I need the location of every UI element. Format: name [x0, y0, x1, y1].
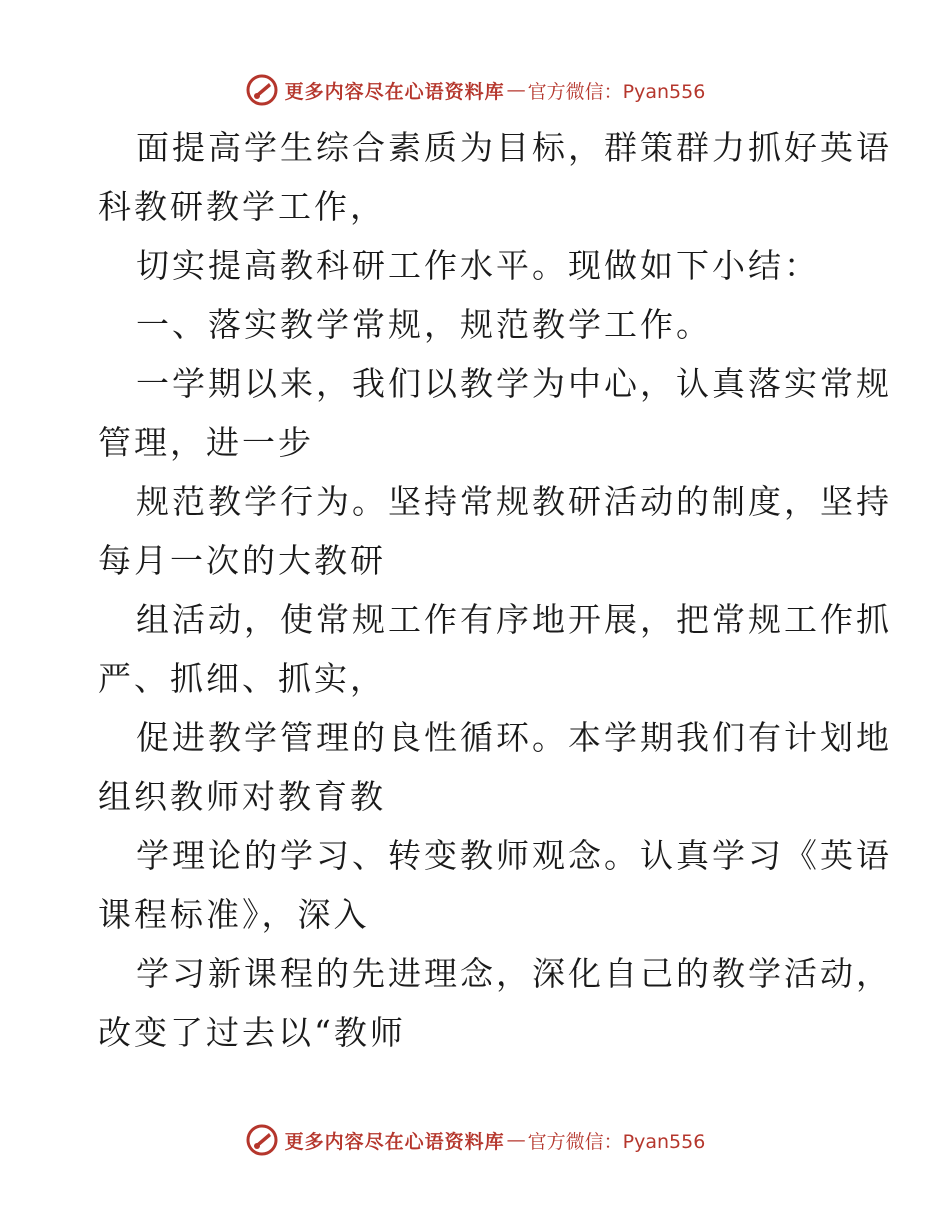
body-line: 课程标准》，深入: [98, 895, 370, 934]
section-heading: 一、落实教学常规，规范教学工作。: [136, 305, 712, 344]
body-line: 科教研教学工作，: [98, 187, 386, 226]
footer-banner: [0, 1120, 950, 1160]
header-banner: [0, 70, 950, 110]
body-line: 严、抓细、抓实，: [98, 659, 386, 698]
banner-wechat: 官方微信：Pyan556: [527, 1130, 706, 1153]
body-line: 学理论的学习、转变教师观念。认真学习《英语: [136, 836, 892, 875]
body-line: 促进教学管理的良性循环。本学期我们有计划地: [136, 718, 892, 757]
body-line: 组活动，使常规工作有序地开展，把常规工作抓: [136, 600, 892, 639]
banner-separator: —: [506, 1129, 526, 1151]
body-line: 改变了过去以“教师: [98, 1013, 406, 1052]
brand-logo-icon: [245, 1123, 279, 1157]
body-line: 切实提高教科研工作水平。现做如下小结：: [136, 246, 820, 285]
brand-logo-icon: [245, 73, 279, 107]
banner-wechat: 官方微信：Pyan556: [527, 80, 706, 103]
body-line: 管理，进一步: [98, 423, 314, 462]
banner-text: 更多内容尽在心语资料库: [284, 1130, 505, 1153]
document-body: [98, 118, 892, 1062]
body-line: 每月一次的大教研: [98, 541, 386, 580]
body-line: 组织教师对教育教: [98, 777, 386, 816]
banner-separator: —: [506, 79, 526, 101]
body-line: 规范教学行为。坚持常规教研活动的制度，坚持: [136, 482, 892, 521]
body-line: 一学期以来，我们以教学为中心，认真落实常规: [136, 364, 892, 403]
body-line: 学习新课程的先进理念，深化自己的教学活动，: [136, 954, 892, 993]
banner-text: 更多内容尽在心语资料库: [284, 80, 505, 103]
body-line: 面提高学生综合素质为目标，群策群力抓好英语: [136, 128, 892, 167]
